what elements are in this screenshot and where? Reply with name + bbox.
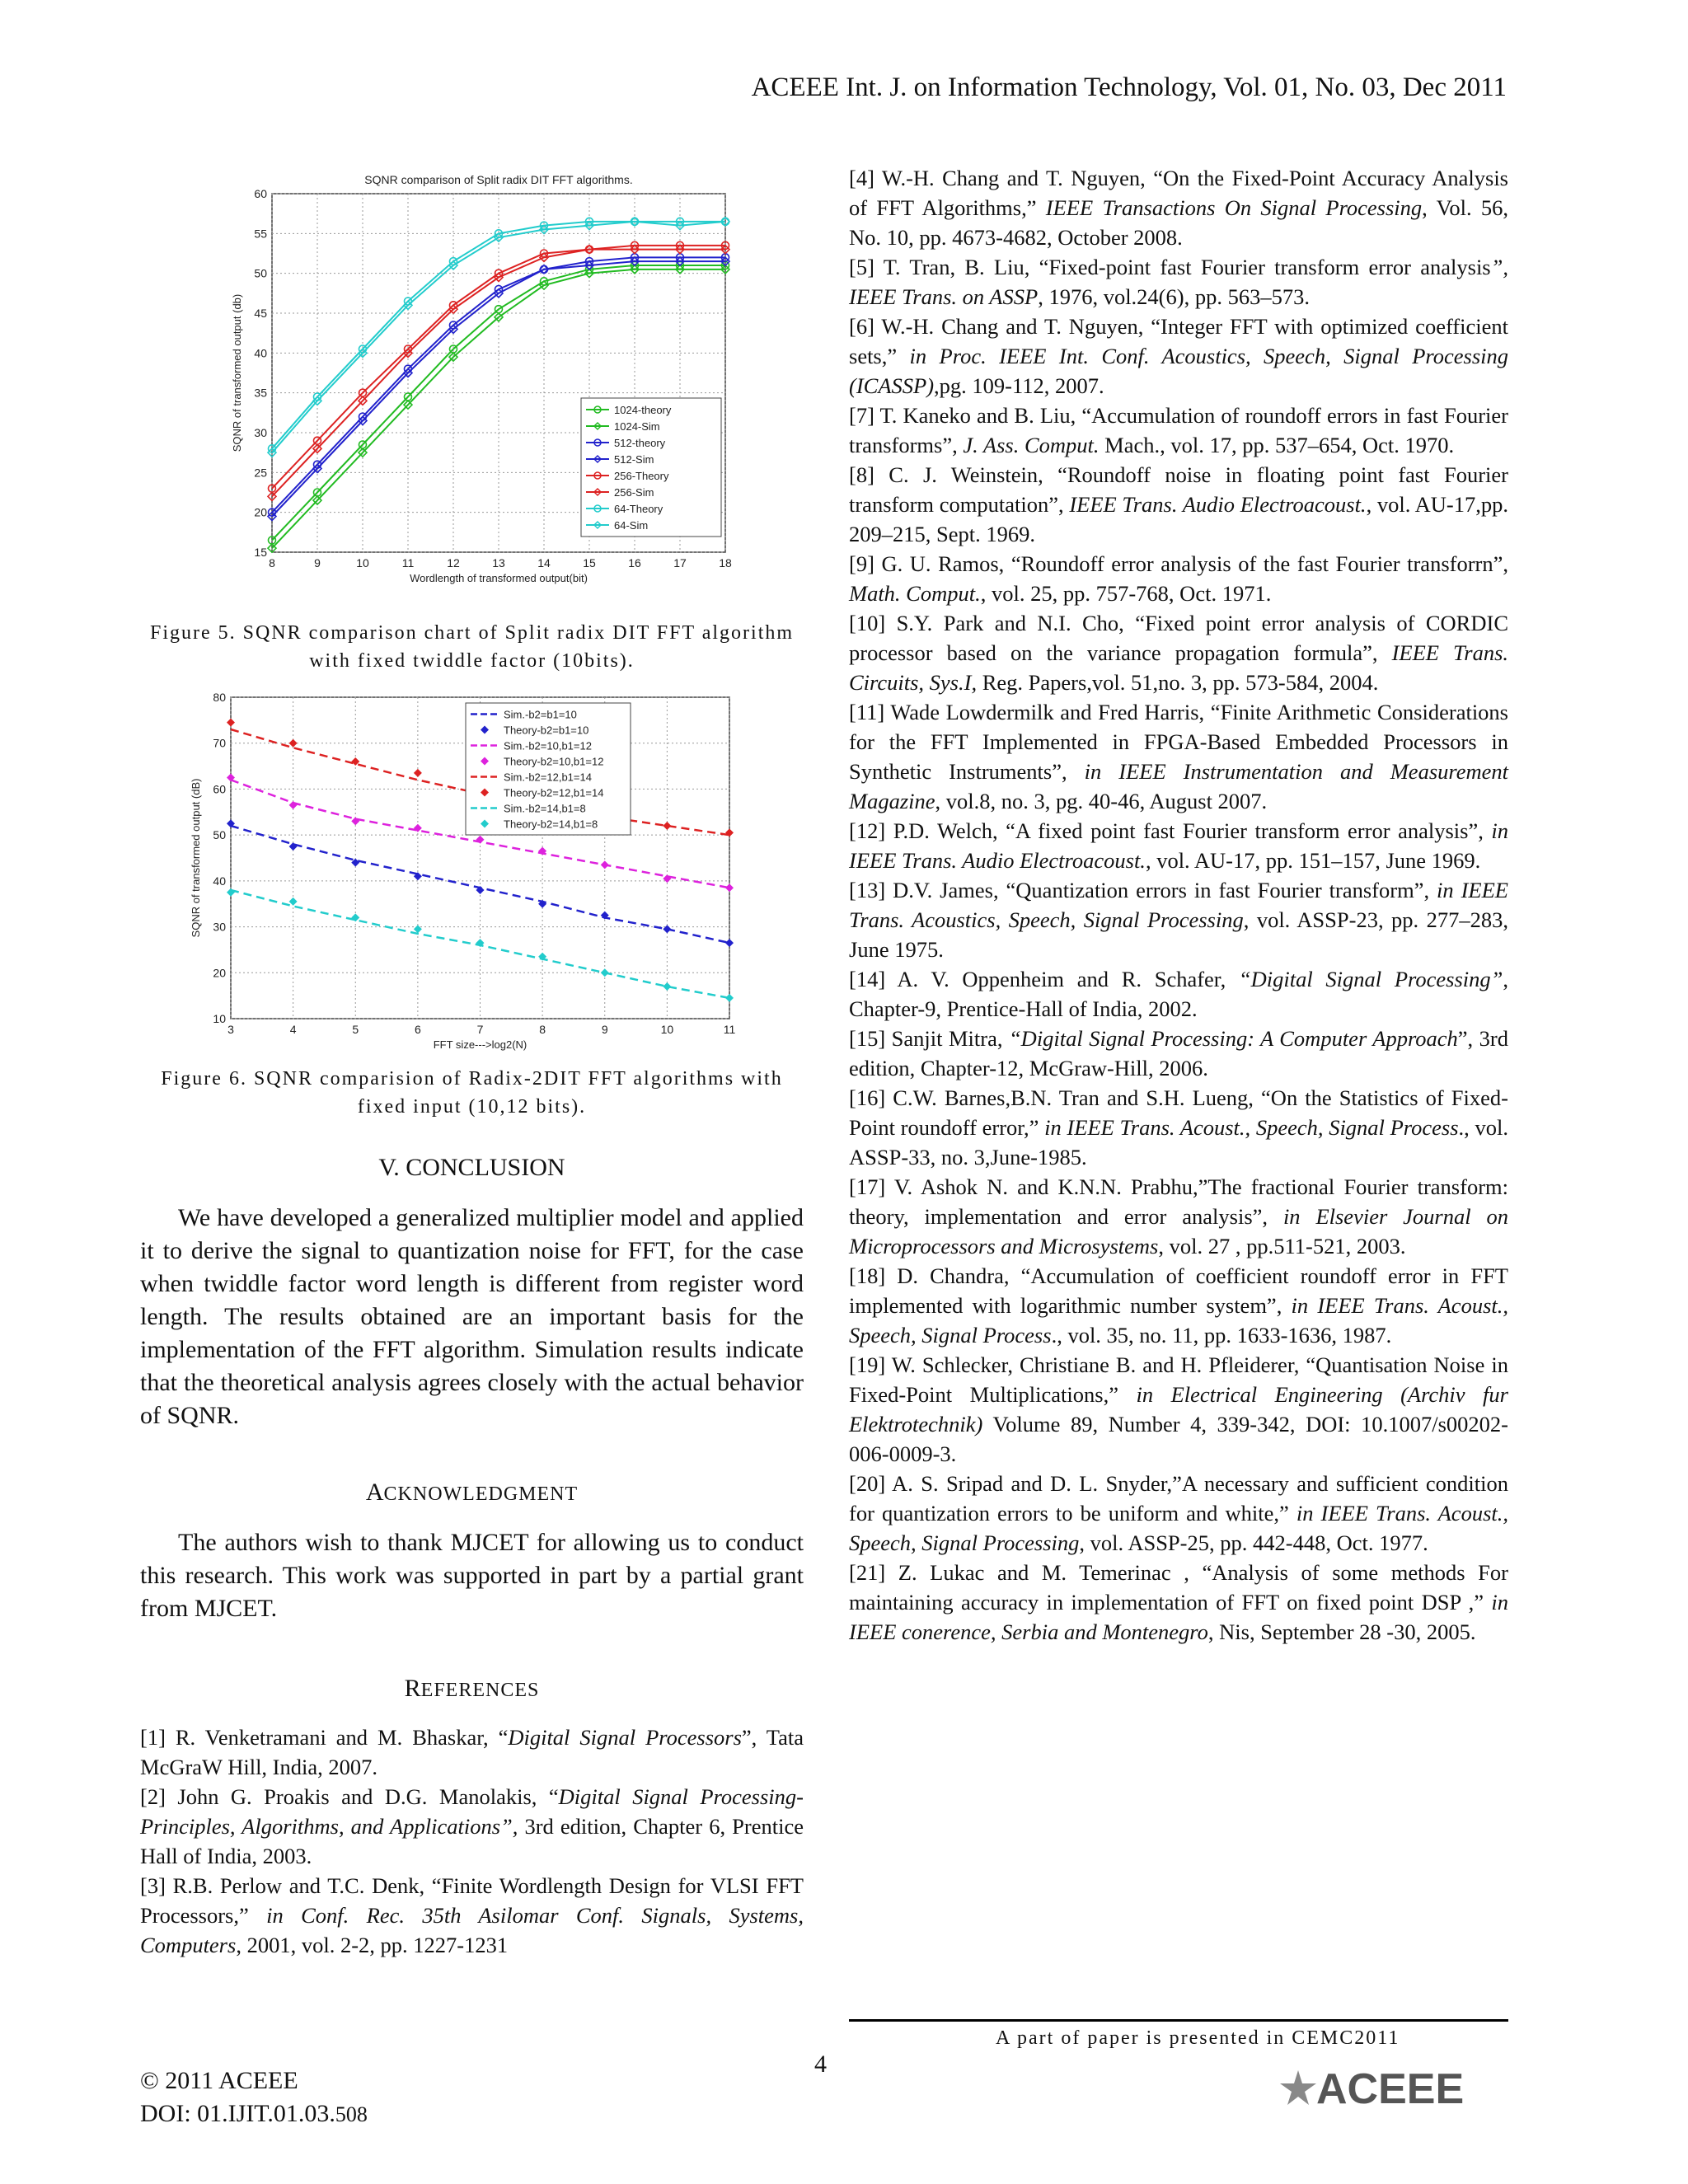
y-tick-label: 80 xyxy=(213,691,226,704)
reference-item xyxy=(849,252,1508,312)
reference-part: [12] P.D. Welch, “A fixed point fast Fourier transform error analysis”, xyxy=(849,818,1492,843)
reference-part: [6] W.-H. Chang and T. Nguyen, “Integer FFT with optimized coefficient sets,” xyxy=(849,314,1508,368)
right-column xyxy=(849,163,1508,1647)
reference-part: [16] C.W. Barnes,B.N. Tran and S.H. Lueng, “On the Statistics of Fixed-Point roundoff error,” xyxy=(849,1085,1508,1140)
legend-box xyxy=(466,703,631,835)
x-tick-label: 8 xyxy=(539,1023,546,1036)
y-axis-label: SQNR of transformed output (dB) xyxy=(190,778,202,938)
y-tick-label: 10 xyxy=(213,1012,226,1025)
reference-part: [17] V. Ashok N. and K.N.N. Prabhu,”The fractional Fourier transform: theory, implementation and error analysis”, xyxy=(849,1174,1508,1229)
y-tick-label: 55 xyxy=(254,227,267,241)
reference-part: ”, Tata McGraW Hill, India, 2007. xyxy=(140,1725,804,1779)
references-right xyxy=(849,163,1508,1647)
reference-part: ., vol. 35, no. 11, pp. 1633-1636, 1987. xyxy=(1051,1323,1392,1347)
legend-label: 64-Theory xyxy=(614,503,663,515)
acknowledgment-heading-rest: CKNOWLEDGMENT xyxy=(383,1483,579,1505)
running-header: ACEEE Int. J. on Information Technology, Vol. 01, No. 03, Dec 2011 xyxy=(751,73,1507,102)
reference-item xyxy=(849,1558,1508,1647)
legend-label: Sim.-b2=12,b1=14 xyxy=(504,771,592,784)
doi-number: 508 xyxy=(335,2102,368,2126)
x-tick-label: 16 xyxy=(628,556,641,569)
x-axis-label: FFT size--->log2(N) xyxy=(433,1038,528,1051)
x-tick-label: 9 xyxy=(314,556,321,569)
reference-item xyxy=(849,460,1508,549)
copyright-block xyxy=(140,2064,368,2131)
conclusion-heading: V. CONCLUSION xyxy=(378,1154,565,1181)
reference-part: ,pg. 109-112, 2007. xyxy=(934,373,1104,398)
reference-item xyxy=(849,816,1508,875)
reference-item xyxy=(849,875,1508,964)
reference-part: in IEEE Trans. Acoust., Speech, Signal Process xyxy=(1044,1115,1459,1140)
x-tick-label: 10 xyxy=(356,556,369,569)
figure-5-chart xyxy=(140,165,804,610)
reference-part: in IEEE Trans. Acoust., Speech, Signal Process xyxy=(849,1293,1508,1347)
y-tick-label: 30 xyxy=(254,426,267,439)
reference-part: , vol. 27 , pp.511-521, 2003. xyxy=(1158,1234,1406,1258)
reference-part: [15] Sanjit Mitra, xyxy=(849,1026,1009,1051)
reference-item xyxy=(140,1722,804,1782)
reference-part: IEEE Transactions On Signal Processing xyxy=(1045,195,1423,220)
left-column xyxy=(140,165,804,1960)
figure-6-chart xyxy=(140,685,804,1056)
x-tick-label: 10 xyxy=(660,1023,674,1036)
y-axis-label: SQNR of transformed output (db) xyxy=(231,293,243,452)
legend-label: 1024-Sim xyxy=(614,420,660,433)
y-tick-label: 50 xyxy=(254,266,267,280)
legend-label: 256-Sim xyxy=(614,486,654,499)
reference-item xyxy=(849,1172,1508,1261)
reference-part: , Nis, September 28 -30, 2005. xyxy=(1207,1619,1476,1644)
x-tick-label: 18 xyxy=(719,556,732,569)
reference-item xyxy=(849,608,1508,697)
legend-label: Theory-b2=b1=10 xyxy=(504,724,589,737)
reference-part: in IEEE Trans. Acoustics, Speech, Signal Processing xyxy=(849,878,1508,932)
reference-part: in Electrical Engineering (Archiv fur Elektrotechnik) xyxy=(849,1382,1508,1436)
legend-label: Theory-b2=14,b1=8 xyxy=(504,818,598,831)
reference-item xyxy=(849,1469,1508,1558)
legend-label: Theory-b2=10,b1=12 xyxy=(504,755,604,768)
reference-item xyxy=(140,1871,804,1960)
reference-item xyxy=(849,401,1508,460)
reference-part: Reg. Papers,vol. 51,no. 3, pp. 573-584, 2004. xyxy=(977,670,1379,695)
reference-part: ., vol. ASSP-33, no. 3,June-1985. xyxy=(849,1115,1508,1169)
y-tick-label: 50 xyxy=(213,828,226,842)
y-tick-label: 20 xyxy=(254,505,267,519)
aceee-logo-graphic xyxy=(1273,2062,1512,2111)
reference-item xyxy=(849,697,1508,816)
legend-label: Sim.-b2=b1=10 xyxy=(504,708,577,721)
figure-5 xyxy=(140,165,804,675)
reference-part: [3] R.B. Perlow and T.C. Denk, “Finite Wordlength Design for VLSI FFT Processors,” xyxy=(140,1873,804,1928)
reference-part: Math. Comput. xyxy=(849,581,981,606)
reference-part: 3rd edition, Chapter 6, Prentice Hall of India, 2003. xyxy=(140,1814,804,1868)
x-tick-label: 8 xyxy=(269,556,275,569)
x-tick-label: 7 xyxy=(476,1023,484,1036)
legend-box xyxy=(581,398,721,537)
x-tick-label: 13 xyxy=(492,556,505,569)
y-tick-label: 60 xyxy=(254,187,267,200)
x-tick-label: 17 xyxy=(673,556,687,569)
footnote-rule xyxy=(849,2019,1508,2022)
reference-item xyxy=(849,312,1508,401)
x-tick-label: 5 xyxy=(352,1023,359,1036)
reference-item xyxy=(849,1350,1508,1469)
conclusion-text: We have developed a generalized multiplier model and applied it to derive the signal to quantization noise for FFT, for the case when twiddle factor word length is different from register word length. The results obtained are an important basis for the implementation of the FFT algorithm. Simulation results indicate that the theoretical analysis agrees closely with the actual behavior of SQNR. xyxy=(140,1204,804,1429)
references-left xyxy=(140,1722,804,1960)
legend-label: 64-Sim xyxy=(614,519,649,532)
legend-label: 512-theory xyxy=(614,437,666,449)
y-tick-label: 60 xyxy=(213,782,226,796)
reference-item xyxy=(849,163,1508,252)
reference-item xyxy=(849,1261,1508,1350)
reference-part: in Proc. IEEE Int. Conf. Acoustics, Speech, Signal Processing (ICASSP) xyxy=(849,344,1508,398)
y-tick-label: 25 xyxy=(254,466,267,480)
logo-text: ACEEE xyxy=(1316,2065,1465,2111)
reference-part: [7] T. Kaneko and B. Liu, “Accumulation of roundoff errors in fast Fourier transforms”, xyxy=(849,403,1508,457)
reference-part: in Conf. Rec. 35th Asilomar Conf. Signals, Systems, Computers xyxy=(140,1903,804,1957)
reference-part: IEEE Trans. Circuits, Sys.I, xyxy=(849,640,1509,695)
reference-part: , vol. ASSP-25, pp. 442-448, Oct. 1977. xyxy=(1079,1530,1428,1555)
reference-part: in IEEE Trans. Acoust., Speech, Signal Processing xyxy=(849,1501,1508,1555)
reference-part: Volume 89, Number 4, 339-342, DOI: 10.1007/s00202-006-0009-3. xyxy=(849,1412,1508,1466)
reference-part: [2] John G. Proakis and D.G. Manolakis, “ xyxy=(140,1784,559,1809)
x-axis-label: Wordlength of transformed output(bit) xyxy=(410,572,588,584)
figure-6 xyxy=(140,685,804,1121)
references-heading xyxy=(140,1675,804,1703)
acknowledgment-text: The authors wish to thank MJCET for allowing us to conduct this research. This work was supported in part by a partial grant from MJCET. xyxy=(140,1529,804,1622)
doi-prefix: DOI: 01.IJIT.01.03. xyxy=(140,2100,335,2127)
reference-part: “Digital Signal Processing” xyxy=(1238,967,1503,991)
acknowledgment-heading-cap: A xyxy=(365,1479,384,1506)
reference-part: in IEEE conerence, Serbia and Montenegro xyxy=(849,1590,1508,1644)
reference-part: [11] Wade Lowdermilk and Fred Harris, “Finite Arithmetic Considerations for the FFT Implemented in FPGA-Based Embedded Processors in Synthetic Instruments”, xyxy=(849,700,1508,784)
legend-label: Sim.-b2=14,b1=8 xyxy=(504,802,586,815)
reference-part: , vol.8, no. 3, pg. 40-46, August 2007. xyxy=(935,789,1268,813)
reference-part: [1] R. Venketramani and M. Bhaskar, “ xyxy=(140,1725,509,1750)
y-tick-label: 40 xyxy=(213,874,226,888)
reference-part: , vol. AU-17,pp. 209–215, Sept. 1969. xyxy=(849,492,1509,546)
reference-item xyxy=(849,964,1508,1024)
reference-part: [21] Z. Lukac and M. Temerinac , “Analysis of some methods For maintaining accuracy in implementation of FFT on fixed point DSP ,” xyxy=(849,1560,1508,1615)
footnote: A part of paper is presented in CEMC2011 xyxy=(996,2027,1400,2049)
x-tick-label: 14 xyxy=(537,556,551,569)
copyright: © 2011 ACEEE xyxy=(140,2067,298,2094)
y-tick-label: 70 xyxy=(213,736,226,750)
reference-item xyxy=(849,1024,1508,1083)
reference-part: , Chapter-9, Prentice-Hall of India, 2002. xyxy=(849,967,1508,1021)
reference-part: [8] C. J. Weinstein, “Roundoff noise in floating point fast Fourier transform computation”, xyxy=(849,462,1508,517)
acknowledgment-heading xyxy=(140,1479,804,1507)
reference-part: , 1976, vol.24(6), pp. 563–573. xyxy=(1038,284,1310,309)
reference-part: in IEEE Trans. Audio Electroacoust. xyxy=(849,818,1508,873)
reference-part: IEEE Trans. Audio Electroacoust. xyxy=(1069,492,1367,517)
reference-part: [9] G. U. Ramos, “Roundoff error analysis of the fast Fourier transforrn”, xyxy=(849,551,1508,576)
reference-part: in Elsevier Journal on Microprocessors and Microsystems xyxy=(849,1204,1509,1258)
y-tick-label: 45 xyxy=(254,307,267,320)
x-tick-label: 9 xyxy=(601,1023,608,1036)
x-tick-label: 11 xyxy=(723,1023,736,1036)
y-tick-label: 15 xyxy=(254,546,267,559)
y-tick-label: 40 xyxy=(254,346,267,360)
reference-part: , 2001, vol. 2-2, pp. 1227-1231 xyxy=(236,1933,509,1957)
reference-part: [19] W. Schlecker, Christiane B. and H. Pfleiderer, “Quantisation Noise in Fixed-Point Multiplications,” xyxy=(849,1352,1508,1407)
figure-5-caption: Figure 5. SQNR comparison chart of Split radix DIT FFT algorithm with fixed twiddle factor (10bits). xyxy=(149,622,795,672)
aceee-logo xyxy=(1273,2062,1512,2116)
legend-label: Sim.-b2=10,b1=12 xyxy=(504,739,592,752)
reference-item xyxy=(849,549,1508,608)
reference-item xyxy=(849,1083,1508,1172)
x-tick-label: 12 xyxy=(447,556,460,569)
reference-part: , vol. 25, pp. 757-768, Oct. 1971. xyxy=(980,581,1272,606)
reference-item xyxy=(140,1782,804,1871)
reference-part: , Vol. 56, No. 10, pp. 4673-4682, October 2008. xyxy=(849,195,1508,250)
y-tick-label: 20 xyxy=(213,966,226,980)
star-icon xyxy=(1280,2070,1316,2105)
reference-part: in IEEE Instrumentation and Measurement Magazine xyxy=(849,759,1508,813)
x-tick-label: 6 xyxy=(414,1023,421,1036)
reference-part: [5] T. Tran, B. Liu, “Fixed-point fast Fourier transform error analysis xyxy=(849,255,1491,279)
reference-part: , vol. AU-17, pp. 151–157, June 1969. xyxy=(1145,848,1481,873)
reference-part: [14] A. V. Oppenheim and R. Schafer, xyxy=(849,967,1239,991)
reference-part: Mach., vol. 17, pp. 537–654, Oct. 1970. xyxy=(1099,433,1455,457)
reference-part: [20] A. S. Sripad and D. L. Snyder,”A necessary and sufficient condition for quantization errors to be uniform and white,” xyxy=(849,1471,1508,1526)
references-heading-cap: R xyxy=(404,1675,421,1702)
reference-part: [10] S.Y. Park and N.I. Cho, “Fixed point error analysis of CORDIC processor based on the variance propagation formula”, xyxy=(849,611,1508,665)
references-heading-rest: EFERENCES xyxy=(420,1680,540,1701)
legend-label: 512-Sim xyxy=(614,453,654,466)
chart-title: SQNR comparison of Split radix DIT FFT algorithms. xyxy=(364,173,633,186)
figure-6-caption: Figure 6. SQNR comparision of Radix-2DIT FFT algorithms with fixed input (10,12 bits). xyxy=(161,1068,783,1118)
y-tick-label: 30 xyxy=(213,920,226,934)
reference-part: ”, 3rd edition, Chapter-12, McGraw-Hill, 2006. xyxy=(849,1026,1508,1080)
reference-part: ”, IEEE Trans. on ASSP xyxy=(849,255,1508,309)
legend-label: 256-Theory xyxy=(614,470,669,482)
reference-part: Digital Signal Processors xyxy=(508,1725,742,1750)
x-tick-label: 11 xyxy=(401,556,415,569)
reference-part: , vol. ASSP-23, pp. 277–283, June 1975. xyxy=(849,907,1509,962)
x-tick-label: 15 xyxy=(583,556,596,569)
reference-part: Digital Signal Processing-Principles, Algorithms, and Applications”, xyxy=(140,1784,804,1839)
x-tick-label: 3 xyxy=(227,1023,234,1036)
legend-label: 1024-theory xyxy=(614,404,672,416)
reference-part: [13] D.V. James, “Quantization errors in fast Fourier transform”, xyxy=(849,878,1437,902)
reference-part: “Digital Signal Processing: A Computer Approach xyxy=(1008,1026,1458,1051)
y-tick-label: 35 xyxy=(254,386,267,400)
legend-label: Theory-b2=12,b1=14 xyxy=(504,786,604,799)
reference-part: J. Ass. Comput. xyxy=(963,433,1100,457)
reference-part: [4] W.-H. Chang and T. Nguyen, “On the Fixed-Point Accuracy Analysis of FFT Algorithms,” xyxy=(849,166,1508,220)
doi xyxy=(140,2097,368,2131)
reference-part: [18] D. Chandra, “Accumulation of coefficient roundoff error in FFT implemented with logarithmic number system”, xyxy=(849,1263,1508,1318)
page-number: 4 xyxy=(814,2050,827,2078)
x-tick-label: 4 xyxy=(289,1023,297,1036)
